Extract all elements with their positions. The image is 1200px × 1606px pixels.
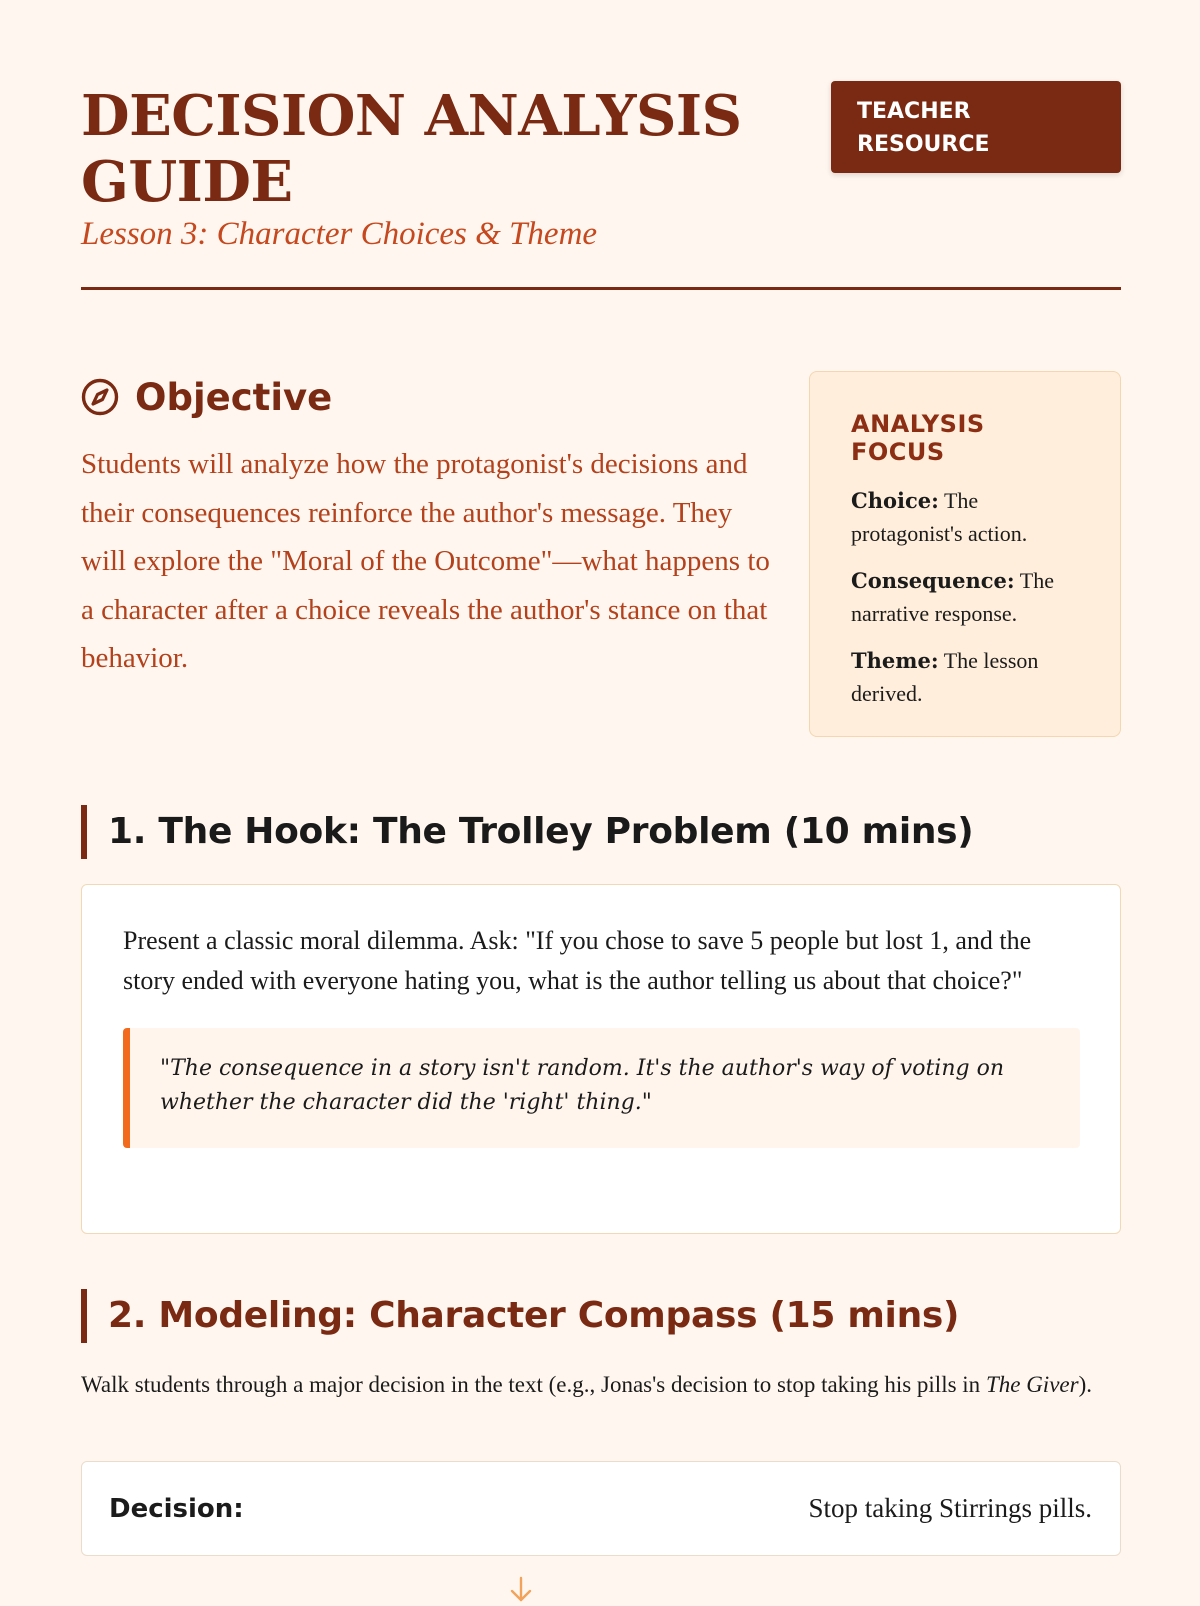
focus-item-choice [851, 484, 1080, 550]
hook-section-heading: 1. The Hook: The Trolley Problem (10 mins) [81, 805, 1121, 859]
page-header [81, 0, 1121, 290]
focus-desc: The protagonist's action. [851, 488, 1028, 546]
focus-item-consequence [851, 564, 1080, 630]
hook-quote: "The consequence in a story isn't random. It's the author's way of voting on whether the character did the 'right' thing." [123, 1028, 1080, 1148]
title-line-1: DECISION ANALYSIS [81, 83, 742, 149]
objective-heading [81, 372, 771, 422]
analysis-focus-card [809, 371, 1121, 737]
focus-desc: The narrative response. [851, 568, 1054, 626]
objective-section [81, 372, 771, 683]
arrow-down-icon [506, 1576, 536, 1606]
focus-term: Consequence: [851, 568, 1015, 593]
focus-item-theme [851, 644, 1080, 710]
modeling-section-heading: 2. Modeling: Character Compass (15 mins) [81, 1289, 1121, 1343]
badge-line-1: TEACHER [857, 99, 971, 124]
modeling-text-end: ). [1078, 1372, 1092, 1397]
header-divider [81, 287, 1121, 290]
analysis-focus-title: ANALYSIS FOCUS [851, 410, 985, 466]
lesson-page [81, 0, 1121, 1524]
modeling-text-start: Walk students through a major decision in the text (e.g., Jonas's decision to stop taking his pills in [81, 1372, 986, 1397]
focus-term: Choice: [851, 488, 939, 513]
title-line-2: GUIDE [81, 149, 293, 215]
hook-text: Present a classic moral dilemma. Ask: "If you chose to save 5 people but lost 1, and the story ended with everyone hating you, what is the author telling us about that choice?" [123, 926, 1032, 995]
focus-desc: The lesson derived. [851, 648, 1039, 706]
page-title [81, 83, 781, 215]
lesson-subtitle: Lesson 3: Character Choices & Theme [81, 216, 598, 252]
decision-value: Stop taking Stirrings pills. [808, 1493, 1092, 1523]
objective-heading-label: Objective [135, 375, 333, 419]
decision-label: Decision: [109, 1493, 244, 1524]
teacher-resource-badge [831, 81, 1121, 173]
badge-line-2: RESOURCE [857, 132, 990, 157]
compass-icon [81, 378, 119, 416]
focus-term: Theme: [851, 648, 939, 673]
hook-card [81, 884, 1121, 1234]
objective-text: Students will analyze how the protagonist's decisions and their consequences reinforce the author's message. They will explore the "Moral of the Outcome"—what happens to a character after a choice reveals the author's stance on that behavior. [81, 448, 770, 674]
decision-card [81, 1461, 1121, 1556]
modeling-text [81, 1368, 1121, 1402]
book-title: The Giver [985, 1372, 1079, 1397]
